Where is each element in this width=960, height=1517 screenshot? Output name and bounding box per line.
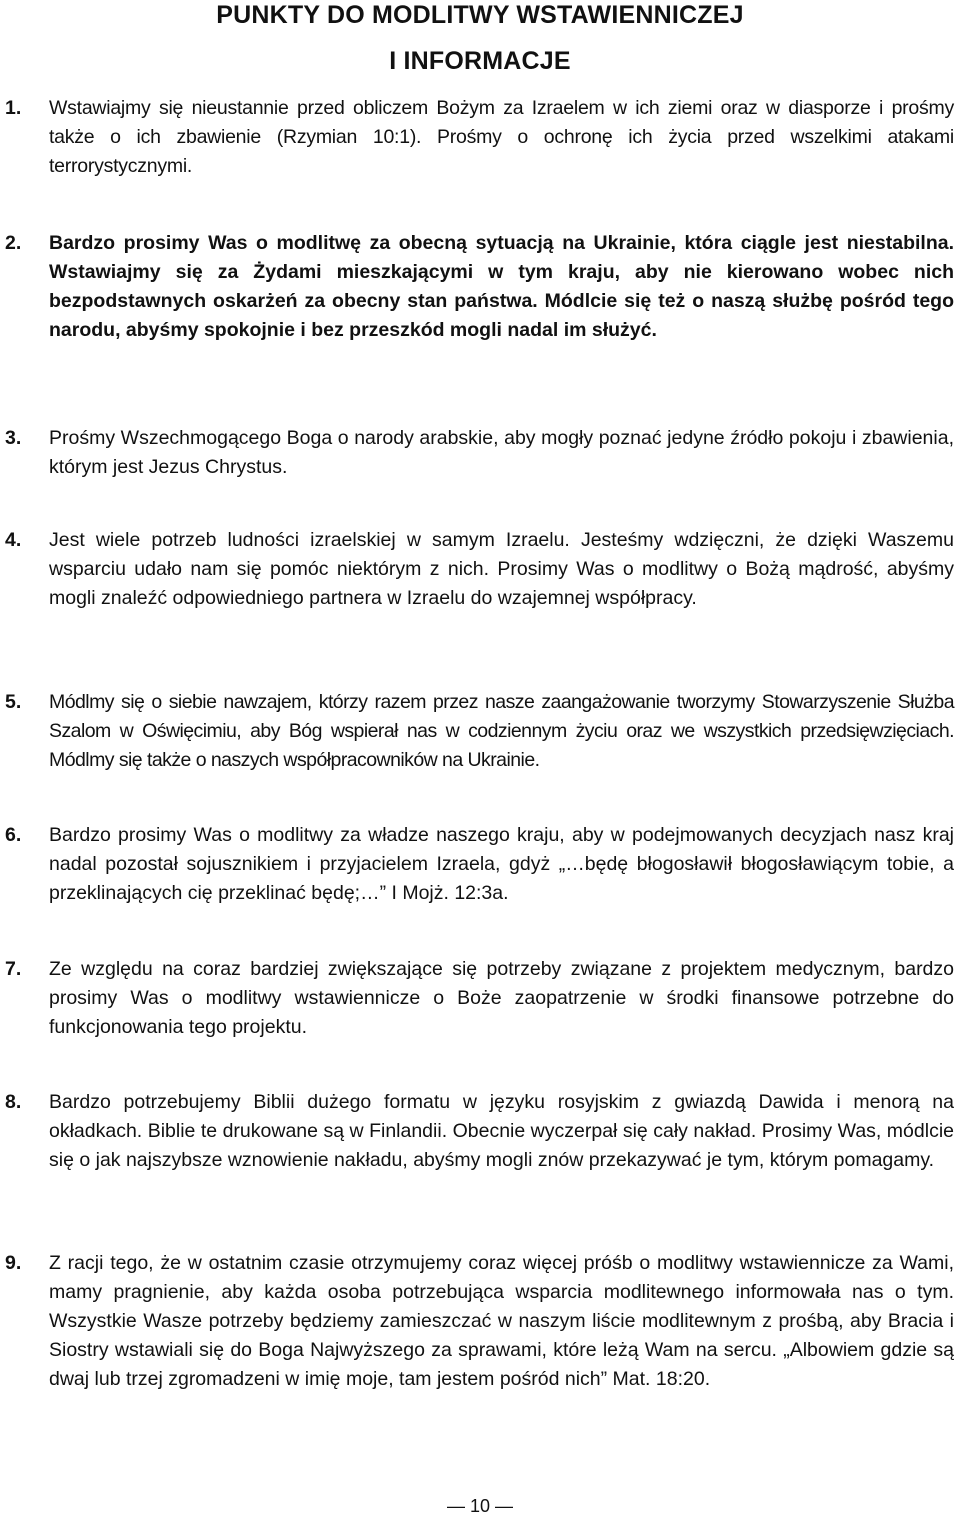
item-text: Prośmy Wszechmogącego Boga o narody arabskie, aby mogły poznać jedyne źródło pokoju i zbawienia, którym jest Jezus Chrystus.: [49, 427, 954, 478]
item-text: Z racji tego, że w ostatnim czasie otrzymujemy coraz więcej próśb o modlitwy wstawiennicze za Wami, mamy pragnienie, aby każda osoba potrzebująca wsparcia modlitewnego informowała nas o tym. Wszystkie Wasze potrzeby będziemy zamieszczać w naszym liście modlitewnym z prośbą, aby Bracia i Siostry wstawiali się do Boga Najwyższego za sprawami, które leżą Wam na sercu. „Albowiem gdzie są dwaj lub trzej zgromadzeni w imię moje, tam jestem pośród nich” Mat. 18:20.: [49, 1252, 954, 1390]
page-title: PUNKTY DO MODLITWY WSTAWIENNICZEJ: [216, 1, 744, 29]
item-number: 4.: [5, 529, 22, 551]
item-number: 3.: [5, 427, 22, 449]
item-number: 7.: [5, 958, 22, 980]
item-text: Ze względu na coraz bardziej zwiększające się potrzeby związane z projektem medycznym, bardzo prosimy Was o modlitwy wstawiennicze o Boże zaopatrzenie w środki finansowe potrzebne do funkcjonowania tego projektu.: [49, 958, 954, 1038]
item-text: Bardzo prosimy Was o modlitwę za obecną sytuacją na Ukrainie, która ciągle jest niestabilna. Wstawiajmy się za Żydami mieszkającymi w tym kraju, aby nie kierowano wobec nich bezpodstawnych oskarżeń za obecny stan państwa. Módlcie się też o naszą służbę pośród tego narodu, abyśmy spokojnie i bez przeszkód mogli nadal im służyć.: [49, 232, 954, 341]
item-text: Wstawiajmy się nieustannie przed obliczem Bożym za Izraelem w ich ziemi oraz w diasporze i prośmy także o ich zbawienie (Rzymian 10:1). Prośmy o ochronę ich życia przed wszelkimi atakami terrorystycznymi.: [49, 97, 954, 177]
item-text: Módlmy się o siebie nawzajem, którzy razem przez nasze zaangażowanie tworzymy Stowarzyszenie Służba Szalom w Oświęcimiu, aby Bóg wspierał nas w codziennym życiu oraz we wszystkich przedsięwzięciach. Módlmy się także o naszych współpracowników na Ukrainie.: [49, 691, 954, 771]
item-number: 8.: [5, 1091, 22, 1113]
page-number: — 10 —: [446, 1496, 514, 1516]
item-number: 5.: [5, 691, 22, 713]
item-text: Bardzo prosimy Was o modlitwy za władze naszego kraju, aby w podejmowanych decyzjach nasz kraj nadal pozostał sojusznikiem i przyjacielem Izraela, gdyż „…będę błogosławił błogosławiącym tobie, a przeklinających cię przeklinać będę;…” I Mojż. 12:3a.: [49, 824, 954, 904]
item-text: Jest wiele potrzeb ludności izraelskiej w samym Izraelu. Jesteśmy wdzięczni, że dzięki Waszemu wsparciu udało nam się pomóc niektórym z nich. Prosimy Was o modlitwy o Bożą mądrość, abyśmy mogli znaleźć odpowiedniego partnera w Izraelu do wzajemnej współpracy.: [49, 529, 954, 609]
page-subtitle: I INFORMACJE: [389, 47, 571, 75]
item-number: 6.: [5, 824, 22, 846]
item-number: 1.: [5, 97, 22, 119]
item-number: 9.: [5, 1252, 22, 1274]
item-number: 2.: [5, 232, 22, 254]
item-text: Bardzo potrzebujemy Biblii dużego formatu w języku rosyjskim z gwiazdą Dawida i menorą na okładkach. Biblie te drukowane są w Finlandii. Obecnie wyczerpał się cały nakład. Prosimy Was, módlcie się o jak najszybsze wznowienie nakładu, abyśmy mogli znów przekazywać je tym, którym pomagamy.: [49, 1091, 954, 1171]
